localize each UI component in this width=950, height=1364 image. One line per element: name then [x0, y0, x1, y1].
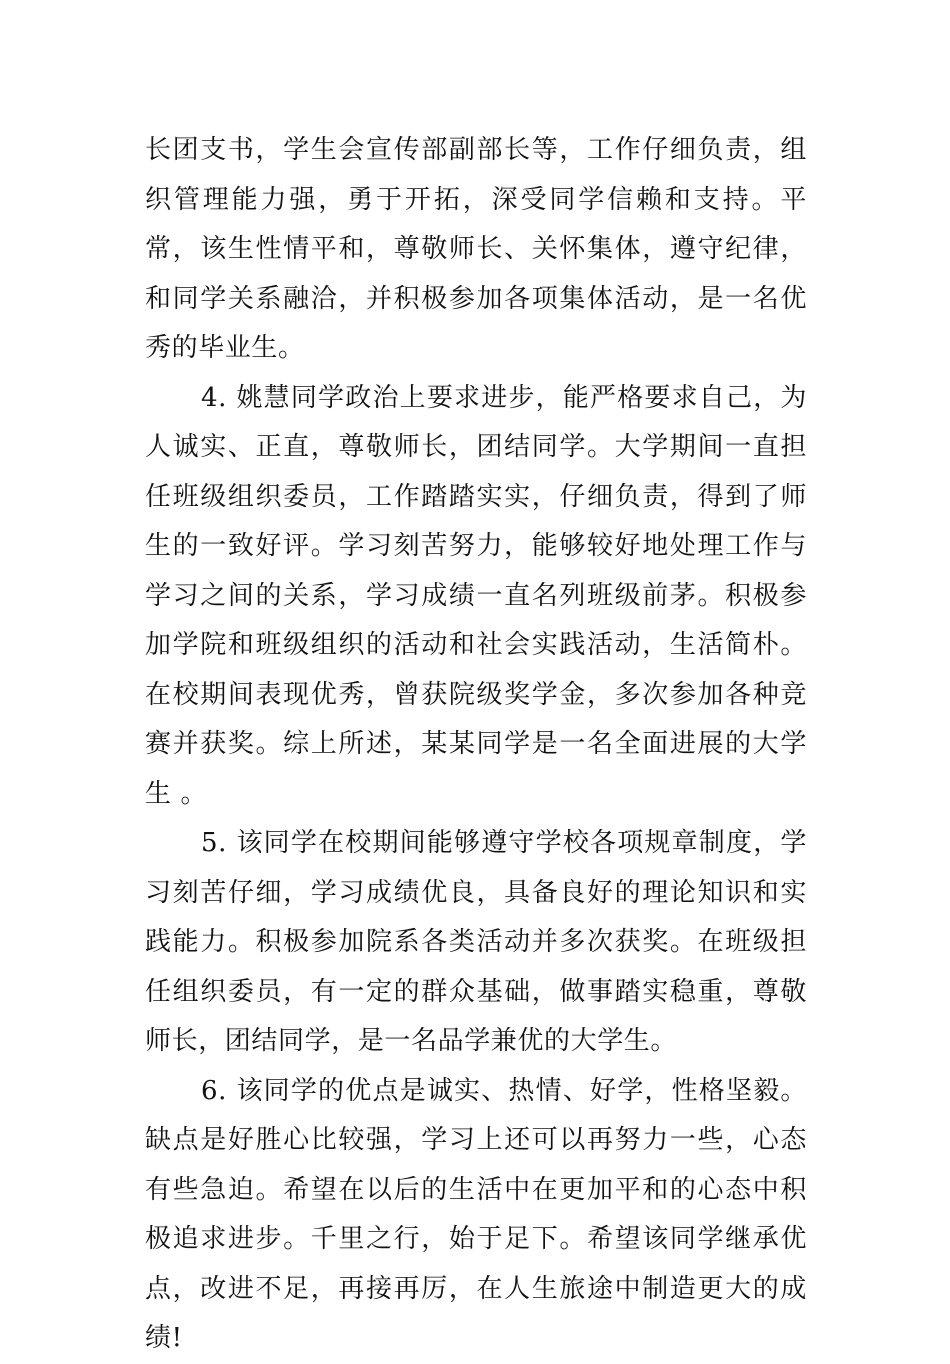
paragraph-item-5: 5. 该同学在校期间能够遵守学校各项规章制度，学习刻苦仔细，学习成绩优良，具备良好的理论知识和实践能力。积极参加院系各类活动并多次获奖。在班级担任组织委员，有一定的群众基础，做事踏实稳重，尊敬师长，团结同学，是一名品学兼优的大学生。 — [145, 828, 807, 1056]
paragraph-item-6: 6. 该同学的优点是诚实、热情、好学，性格坚毅。缺点是好胜心比较强，学习上还可以再努力一些，心态有些急迫。希望在以后的生活中在更加平和的心态中积极追求进步。千里之行，始于足下。希望该同学继承优点，改进不足，再接再厉，在人生旅途中制造更大的成绩! — [145, 1075, 807, 1353]
paragraph-item-4: 4. 姚慧同学政治上要求进步，能严格要求自己，为人诚实、正直，尊敬师长，团结同学。大学期间一直担任班级组织委员，工作踏踏实实，仔细负责，得到了师生的一致好评。学习刻苦努力，能够较好地处理工作与学习之间的关系，学习成绩一直名列班级前茅。积极参加学院和班级组织的活动和社会实践活动，生活简朴。在校期间表现优秀，曾获院级奖学金，多次参加各种竞赛并获奖。综上所述，某某同学是一名全面进展的大学生 。 — [145, 382, 807, 809]
document-body — [145, 126, 807, 1364]
paragraph-continued: 长团支书，学生会宣传部副部长等，工作仔细负责，组织管理能力强，勇于开拓，深受同学信赖和支持。平常，该生性情平和，尊敬师长、关怀集体，遵守纪律，和同学关系融洽，并积极参加各项集体活动，是一名优秀的毕业生。 — [145, 135, 807, 363]
